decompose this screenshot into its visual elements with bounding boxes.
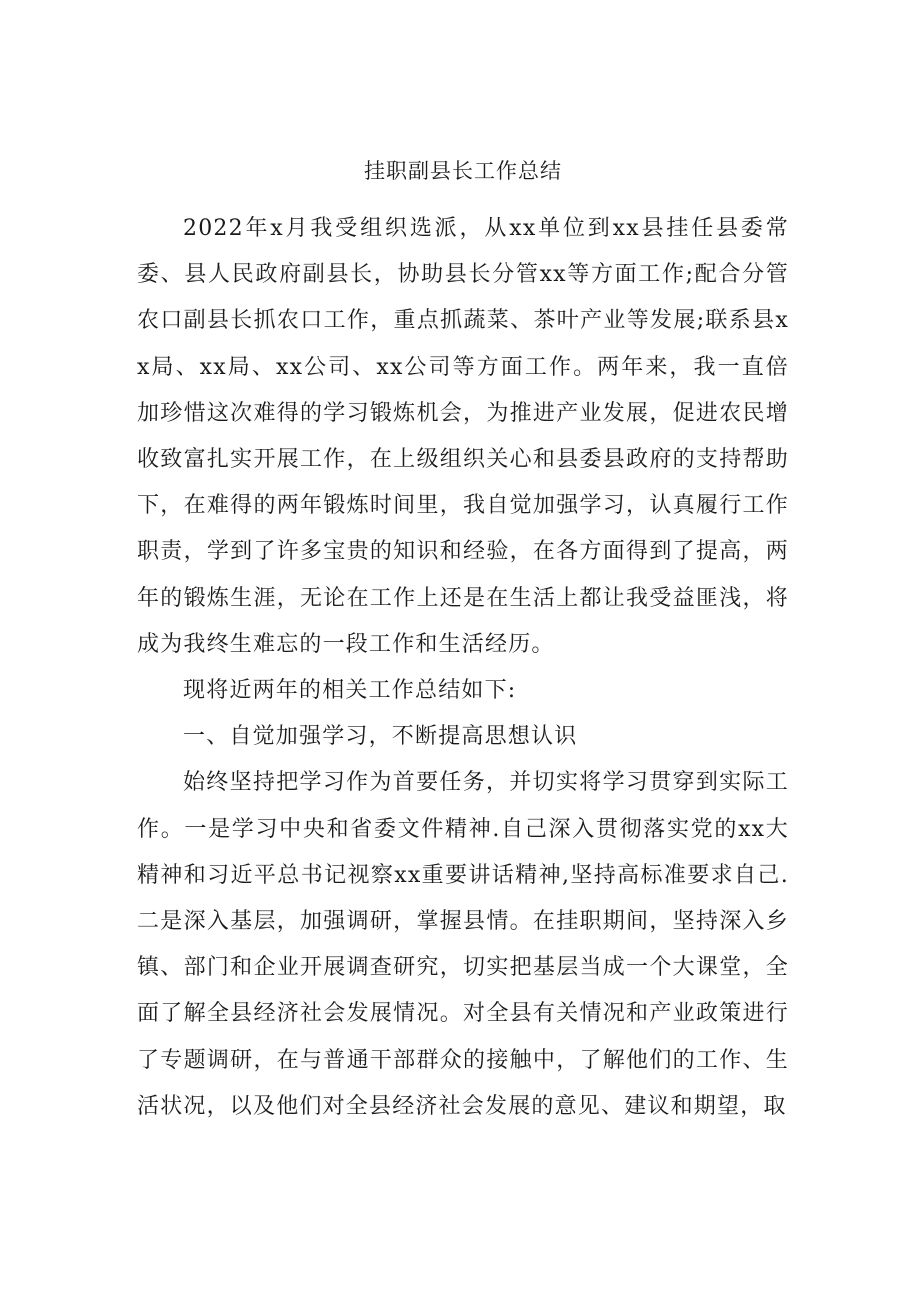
section-heading-1: 一、自觉加强学习，不断提高思想认识: [183, 724, 578, 750]
document-body: [137, 206, 789, 1130]
paragraph-section-1: 始终坚持把学习作为首要任务，并切实将学习贯穿到实际工作。一是学习中央和省委文件精神.自己深入贯彻落实党的xx大精神和习近平总书记视察xx重要讲话精神,坚持高标准要求自己.二是深入基层，加强调研，掌握县情。在挂职期间，坚持深入乡镇、部门和企业开展调查研究，切实把基层当成一个大课堂，全面了解全县经济社会发展情况。对全县有关情况和产业政策进行了专题调研，在与普通干部群众的接触中，了解他们的工作、生活状况，以及他们对全县经济社会发展的意见、建议和期望，取: [137, 770, 789, 1119]
paragraph-summary-lead: 现将近两年的相关工作总结如下:: [183, 678, 517, 704]
document-title: 挂职副县长工作总结: [364, 159, 562, 183]
document-page: [137, 0, 789, 1130]
paragraph-intro: 2022年x月我受组织选派，从xx单位到xx县挂任县委常委、县人民政府副县长，协助县长分管xx等方面工作;配合分管农口副县长抓农口工作，重点抓蔬菜、茶叶产业等发展;联系县xx局、xx局、xx公司、xx公司等方面工作。两年来，我一直倍加珍惜这次难得的学习锻炼机会，为推进产业发展，促进农民增收致富扎实开展工作，在上级组织关心和县委县政府的支持帮助下，在难得的两年锻炼时间里，我自觉加强学习，认真履行工作职责，学到了许多宝贵的知识和经验，在各方面得到了提高，两年的锻炼生涯，无论在工作上还是在生活上都让我受益匪浅，将成为我终生难忘的一段工作和生活经历。: [137, 216, 789, 657]
